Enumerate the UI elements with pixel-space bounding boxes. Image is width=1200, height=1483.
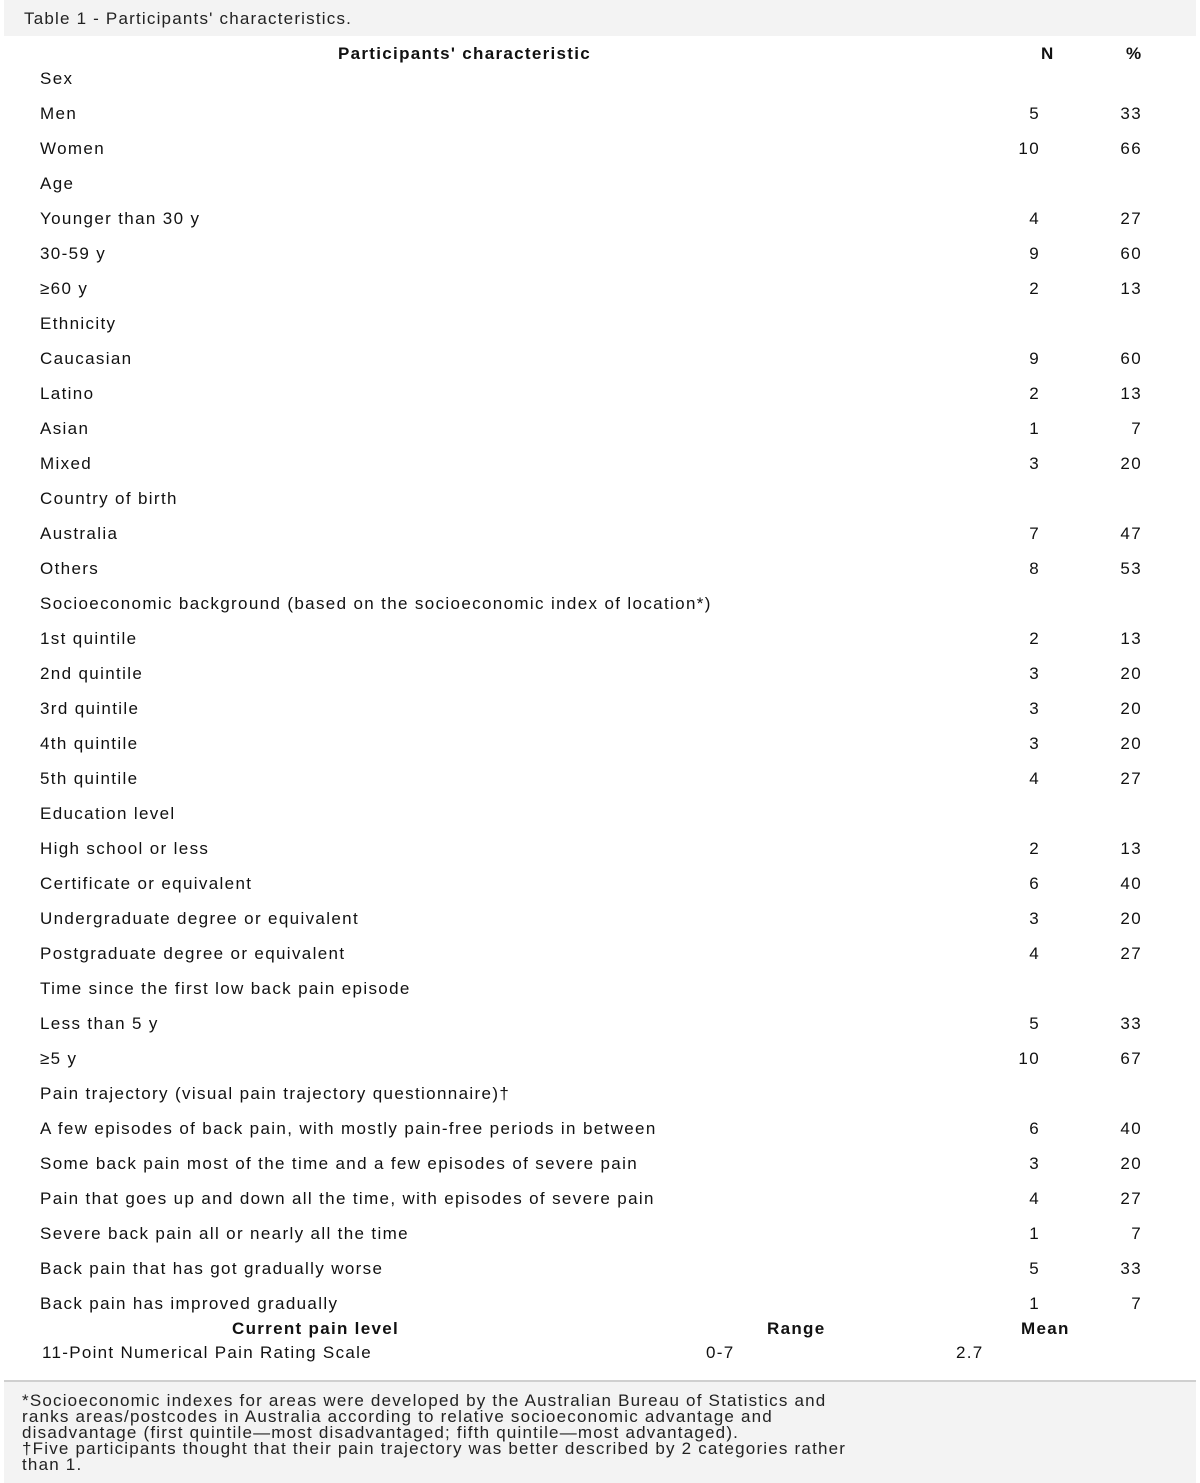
row-n: 5: [1029, 1259, 1040, 1278]
footnote-line: disadvantage (first quintile—most disadvantaged; fifth quintile—most advantaged).: [22, 1423, 740, 1442]
row-n: 3: [1029, 734, 1040, 753]
header-current-pain-level: Current pain level: [232, 1319, 399, 1338]
row-label: A few episodes of back pain, with mostly pain-free periods in between: [40, 1119, 657, 1138]
table-row: [0, 524, 1200, 559]
row-n: 8: [1029, 559, 1040, 578]
table-row: [0, 944, 1200, 979]
row-label: Mixed: [40, 454, 93, 473]
row-percent: 27: [1120, 944, 1142, 963]
row-label: Postgraduate degree or equivalent: [40, 944, 346, 963]
row-n: 3: [1029, 909, 1040, 928]
row-percent: 40: [1120, 874, 1142, 893]
row-percent: 20: [1120, 1154, 1142, 1173]
row-label: Ethnicity: [40, 314, 117, 333]
pain-mean-value: 2.7: [956, 1343, 984, 1362]
row-label: Men: [40, 104, 78, 123]
table-row: [0, 1049, 1200, 1084]
footnote-line: than 1.: [22, 1455, 83, 1474]
header-range: Range: [767, 1319, 826, 1338]
row-label: ≥5 y: [40, 1049, 78, 1068]
row-n: 1: [1029, 419, 1040, 438]
row-n: 9: [1029, 349, 1040, 368]
header-mean: Mean: [1021, 1319, 1070, 1338]
pain-scale-label: 11-Point Numerical Pain Rating Scale: [42, 1343, 372, 1362]
row-percent: 60: [1120, 244, 1142, 263]
row-percent: 66: [1120, 139, 1142, 158]
row-label: Certificate or equivalent: [40, 874, 253, 893]
row-label: Country of birth: [40, 489, 178, 508]
row-label: Younger than 30 y: [40, 209, 201, 228]
table-row: [0, 1259, 1200, 1294]
row-n: 6: [1029, 874, 1040, 893]
footnote-line: ranks areas/postcodes in Australia according to relative socioeconomic advantage and: [22, 1407, 773, 1426]
row-n: 10: [1018, 1049, 1040, 1068]
table-section-row: [0, 489, 1200, 524]
table-row: [0, 139, 1200, 174]
row-n: 2: [1029, 629, 1040, 648]
row-percent: 7: [1131, 1294, 1142, 1313]
table-row: [0, 349, 1200, 384]
footnotes-area: [4, 1380, 1196, 1483]
table-section-row: [0, 174, 1200, 209]
table-row: [0, 1154, 1200, 1189]
row-percent: 33: [1120, 1014, 1142, 1033]
row-label: Back pain that has got gradually worse: [40, 1259, 384, 1278]
row-label: 1st quintile: [40, 629, 138, 648]
table-row: [0, 244, 1200, 279]
table-row: [0, 909, 1200, 944]
table-row: [0, 104, 1200, 139]
row-percent: 20: [1120, 909, 1142, 928]
row-label: Severe back pain all or nearly all the time: [40, 1224, 409, 1243]
table-row: [0, 1294, 1200, 1329]
row-percent: 33: [1120, 1259, 1142, 1278]
row-percent: 27: [1120, 209, 1142, 228]
table-section-row: [0, 804, 1200, 839]
table-row: [0, 629, 1200, 664]
row-n: 10: [1018, 139, 1040, 158]
row-n: 1: [1029, 1224, 1040, 1243]
footnote-line: *Socioeconomic indexes for areas were developed by the Australian Bureau of Statistics and: [22, 1391, 827, 1410]
table-section-row: [0, 314, 1200, 349]
table-row: [0, 559, 1200, 594]
row-label: Latino: [40, 384, 95, 403]
row-n: 6: [1029, 1119, 1040, 1138]
row-label: 2nd quintile: [40, 664, 144, 683]
row-label: Back pain has improved gradually: [40, 1294, 339, 1313]
row-label: 30-59 y: [40, 244, 107, 263]
row-label: Pain that goes up and down all the time, with episodes of severe pain: [40, 1189, 655, 1208]
table-row: [0, 1224, 1200, 1259]
row-n: 4: [1029, 1189, 1040, 1208]
row-percent: 20: [1120, 454, 1142, 473]
row-percent: 20: [1120, 734, 1142, 753]
table-row: [0, 664, 1200, 699]
row-percent: 13: [1120, 839, 1142, 858]
row-label: Socioeconomic background (based on the socioeconomic index of location*): [40, 594, 712, 613]
table-row: [0, 1189, 1200, 1224]
row-percent: 20: [1120, 699, 1142, 718]
table-section-row: [0, 69, 1200, 104]
row-n: 9: [1029, 244, 1040, 263]
row-percent: 13: [1120, 629, 1142, 648]
row-label: ≥60 y: [40, 279, 89, 298]
table-row: [0, 454, 1200, 489]
row-percent: 33: [1120, 104, 1142, 123]
row-percent: 47: [1120, 524, 1142, 543]
row-n: 3: [1029, 664, 1040, 683]
row-label: Some back pain most of the time and a few episodes of severe pain: [40, 1154, 639, 1173]
header-percent: %: [1126, 44, 1143, 63]
row-label: High school or less: [40, 839, 210, 858]
row-n: 5: [1029, 1014, 1040, 1033]
row-n: 4: [1029, 209, 1040, 228]
row-percent: 13: [1120, 279, 1142, 298]
table-section-row: [0, 979, 1200, 1014]
row-percent: 27: [1120, 1189, 1142, 1208]
row-label: Undergraduate degree or equivalent: [40, 909, 360, 928]
table-row: [0, 384, 1200, 419]
row-n: 3: [1029, 699, 1040, 718]
row-label: Caucasian: [40, 349, 133, 368]
table-row: [0, 1119, 1200, 1154]
table-caption: Table 1 - Participants' characteristics.: [24, 9, 353, 28]
footnote-line: †Five participants thought that their pain trajectory was better described by 2 categories rather: [22, 1439, 847, 1458]
caption-bar: [4, 0, 1196, 36]
table-row: [0, 769, 1200, 804]
row-n: 5: [1029, 104, 1040, 123]
row-percent: 27: [1120, 769, 1142, 788]
table-row: [0, 734, 1200, 769]
row-percent: 7: [1131, 419, 1142, 438]
row-label: Education level: [40, 804, 176, 823]
row-label: Age: [40, 174, 75, 193]
table-row: [0, 419, 1200, 454]
table-row: [0, 209, 1200, 244]
row-label: Pain trajectory (visual pain trajectory questionnaire)†: [40, 1084, 511, 1103]
table-row: [0, 279, 1200, 314]
table-row: [0, 874, 1200, 909]
pain-range-value: 0-7: [706, 1343, 735, 1362]
row-label: Australia: [40, 524, 119, 543]
row-percent: 13: [1120, 384, 1142, 403]
row-percent: 20: [1120, 664, 1142, 683]
row-n: 4: [1029, 769, 1040, 788]
row-percent: 7: [1131, 1224, 1142, 1243]
header-n: N: [1041, 44, 1055, 63]
row-label: Time since the first low back pain episode: [40, 979, 411, 998]
row-label: Others: [40, 559, 100, 578]
row-n: 4: [1029, 944, 1040, 963]
row-n: 2: [1029, 279, 1040, 298]
row-n: 2: [1029, 384, 1040, 403]
row-n: 1: [1029, 1294, 1040, 1313]
row-n: 3: [1029, 1154, 1040, 1173]
row-label: 3rd quintile: [40, 699, 140, 718]
table-row: [0, 839, 1200, 874]
row-percent: 53: [1120, 559, 1142, 578]
header-characteristic: Participants' characteristic: [338, 44, 592, 63]
table-row: [0, 699, 1200, 734]
row-label: Less than 5 y: [40, 1014, 159, 1033]
row-percent: 60: [1120, 349, 1142, 368]
row-label: Sex: [40, 69, 74, 88]
row-label: 4th quintile: [40, 734, 139, 753]
table-row: [0, 1014, 1200, 1049]
row-n: 3: [1029, 454, 1040, 473]
row-label: 5th quintile: [40, 769, 139, 788]
row-label: Asian: [40, 419, 90, 438]
table-section-row: [0, 594, 1200, 629]
row-n: 2: [1029, 839, 1040, 858]
row-percent: 67: [1120, 1049, 1142, 1068]
row-percent: 40: [1120, 1119, 1142, 1138]
row-label: Women: [40, 139, 106, 158]
table-section-row: [0, 1084, 1200, 1119]
row-n: 7: [1029, 524, 1040, 543]
